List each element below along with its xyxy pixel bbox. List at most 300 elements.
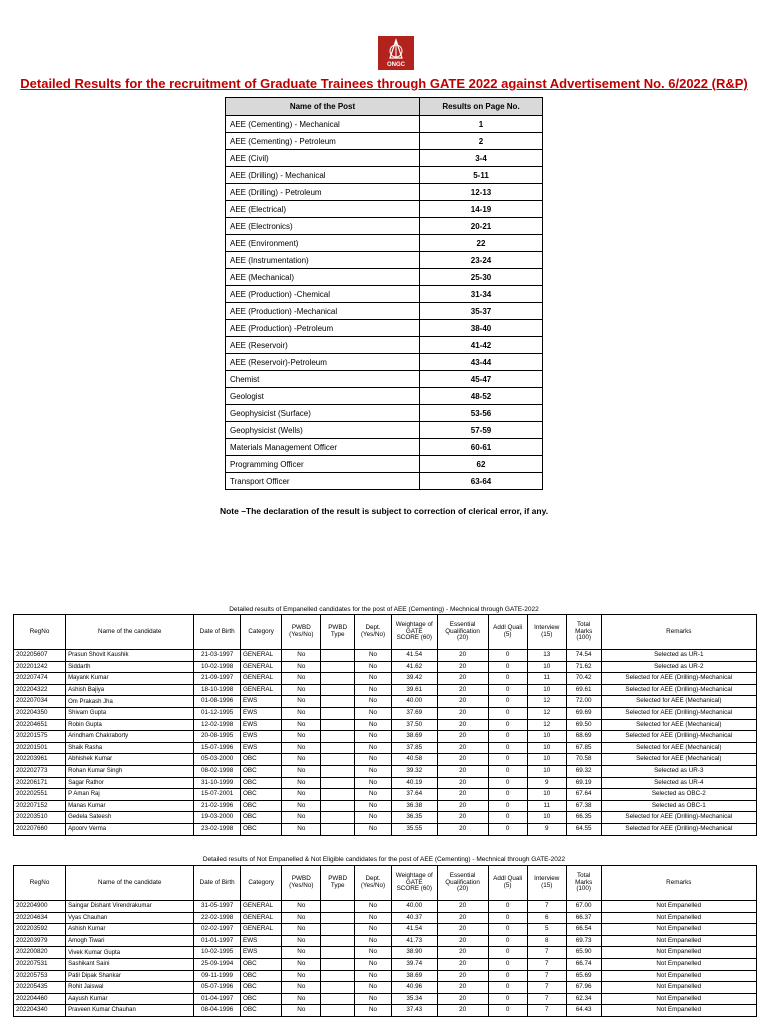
cell-regno: 202201575 <box>14 731 66 743</box>
cell-dept: No <box>355 765 392 777</box>
cell-essential-qual: 20 <box>437 661 488 673</box>
cell-pwbd-type <box>321 958 355 970</box>
cell-pwbd: No <box>282 982 321 994</box>
cell-gate-weightage: 41.73 <box>391 935 437 947</box>
cell-dept: No <box>355 993 392 1005</box>
cell-dob: 19-03-2000 <box>194 812 241 824</box>
cell-total-marks: 66.37 <box>566 912 601 924</box>
cell-addl-qual: 0 <box>488 696 527 708</box>
post-row <box>226 252 543 269</box>
cell-pwbd: No <box>282 800 321 812</box>
cell-regno: 202202551 <box>14 789 66 801</box>
cell-essential-qual: 20 <box>437 935 488 947</box>
cell-gate-weightage: 35.34 <box>391 993 437 1005</box>
col-header-candidate-name: Name of the candidate <box>66 866 194 901</box>
cell-interview: 7 <box>527 947 566 959</box>
cell-regno: 202207531 <box>14 958 66 970</box>
cell-pwbd: No <box>282 1005 321 1017</box>
cell-dob: 10-02-1995 <box>194 947 241 959</box>
table-row <box>14 912 757 924</box>
post-name: AEE (Electronics) <box>226 218 420 235</box>
cell-pwbd: No <box>282 935 321 947</box>
post-name: AEE (Drilling) - Petroleum <box>226 184 420 201</box>
post-name: AEE (Cementing) - Petroleum <box>226 133 420 150</box>
cell-gate-weightage: 40.37 <box>391 912 437 924</box>
cell-gate-weightage: 40.19 <box>391 777 437 789</box>
cell-pwbd: No <box>282 742 321 754</box>
cell-total-marks: 69.19 <box>566 777 601 789</box>
cell-pwbd-type <box>321 982 355 994</box>
cell-addl-qual: 0 <box>488 673 527 685</box>
cell-remarks: Selected for AEE (Drilling)-Mechanical <box>601 731 756 743</box>
cell-dob: 20-08-1995 <box>194 731 241 743</box>
cell-dob: 21-03-1997 <box>194 650 241 662</box>
cell-candidate-name: Prasun Shovit Kaushik <box>66 650 194 662</box>
cell-interview: 7 <box>527 993 566 1005</box>
post-name: Materials Management Officer <box>226 439 420 456</box>
cell-category: OBC <box>241 754 282 766</box>
cell-essential-qual: 20 <box>437 765 488 777</box>
table-row <box>14 731 757 743</box>
cell-regno: 202201242 <box>14 661 66 673</box>
cell-dob: 08-04-1996 <box>194 1005 241 1017</box>
cell-gate-weightage: 36.38 <box>391 800 437 812</box>
cell-interview: 10 <box>527 731 566 743</box>
cell-dept: No <box>355 958 392 970</box>
cell-dob: 15-07-2001 <box>194 789 241 801</box>
page-title: Detailed Results for the recruitment of Graduate Trainees through GATE 2022 against Advertisement No. 6/2022 (R&P) <box>20 76 748 91</box>
cell-pwbd: No <box>282 719 321 731</box>
cell-pwbd: No <box>282 924 321 936</box>
table-row <box>14 800 757 812</box>
cell-dept: No <box>355 947 392 959</box>
post-page: 62 <box>420 456 543 473</box>
post-name: AEE (Electrical) <box>226 201 420 218</box>
cell-total-marks: 68.69 <box>566 731 601 743</box>
cell-essential-qual: 20 <box>437 1005 488 1017</box>
cell-pwbd-type <box>321 993 355 1005</box>
cell-interview: 10 <box>527 661 566 673</box>
cell-remarks: Selected as UR-2 <box>601 661 756 673</box>
cell-remarks: Not Empanelled <box>601 1005 756 1017</box>
cell-pwbd: No <box>282 696 321 708</box>
not-empanelled-table <box>13 865 757 1017</box>
cell-remarks: Not Empanelled <box>601 935 756 947</box>
cell-pwbd: No <box>282 947 321 959</box>
cell-total-marks: 62.34 <box>566 993 601 1005</box>
cell-remarks: Selected as UR-3 <box>601 765 756 777</box>
cell-dob: 23-02-1998 <box>194 823 241 835</box>
cell-gate-weightage: 39.42 <box>391 673 437 685</box>
empanelled-caption: Detailed results of Empanelled candidates for the post of AEE (Cementing) - Mechnical through GATE-2022 <box>229 606 539 613</box>
cell-addl-qual: 0 <box>488 982 527 994</box>
cell-gate-weightage: 37.69 <box>391 707 437 719</box>
cell-remarks: Selected for AEE (Mechanical) <box>601 696 756 708</box>
cell-dept: No <box>355 924 392 936</box>
cell-candidate-name: Ashish Kumar <box>66 924 194 936</box>
cell-addl-qual: 0 <box>488 789 527 801</box>
cell-addl-qual: 0 <box>488 777 527 789</box>
cell-addl-qual: 0 <box>488 754 527 766</box>
cell-pwbd-type <box>321 742 355 754</box>
col-header-category: Category <box>241 615 282 650</box>
cell-remarks: Not Empanelled <box>601 901 756 913</box>
cell-category: EWS <box>241 742 282 754</box>
cell-total-marks: 64.43 <box>566 1005 601 1017</box>
cell-essential-qual: 20 <box>437 754 488 766</box>
cell-interview: 7 <box>527 958 566 970</box>
col-header-pwbd-type: PWBD Type <box>321 866 355 901</box>
cell-candidate-name: Robin Gupta <box>66 719 194 731</box>
post-page: 31-34 <box>420 286 543 303</box>
cell-addl-qual: 0 <box>488 812 527 824</box>
col-header-addl-qual: Addl Quali (5) <box>488 866 527 901</box>
cell-regno: 202207034 <box>14 696 66 708</box>
cell-essential-qual: 20 <box>437 800 488 812</box>
cell-essential-qual: 20 <box>437 823 488 835</box>
post-row <box>226 286 543 303</box>
cell-remarks: Selected as UR-4 <box>601 777 756 789</box>
post-page: 2 <box>420 133 543 150</box>
post-page: 1 <box>420 116 543 133</box>
post-row <box>226 303 543 320</box>
post-page: 57-59 <box>420 422 543 439</box>
cell-interview: 12 <box>527 696 566 708</box>
cell-regno: 202203510 <box>14 812 66 824</box>
cell-pwbd-type <box>321 696 355 708</box>
cell-pwbd: No <box>282 731 321 743</box>
col-header-pwbd-type: PWBD Type <box>321 615 355 650</box>
table-row <box>14 754 757 766</box>
cell-remarks: Selected for AEE (Drilling)-Mechanical <box>601 823 756 835</box>
post-name: Geophysicist (Wells) <box>226 422 420 439</box>
cell-interview: 10 <box>527 812 566 824</box>
cell-candidate-name: Rohan Kumar Singh <box>66 765 194 777</box>
table-row <box>14 1005 757 1017</box>
cell-pwbd-type <box>321 661 355 673</box>
cell-dept: No <box>355 707 392 719</box>
cell-gate-weightage: 41.54 <box>391 924 437 936</box>
cell-total-marks: 67.64 <box>566 789 601 801</box>
cell-candidate-name: Ashish Bajiya <box>66 684 194 696</box>
post-page: 43-44 <box>420 354 543 371</box>
post-page: 20-21 <box>420 218 543 235</box>
cell-dept: No <box>355 982 392 994</box>
table-row <box>14 765 757 777</box>
cell-pwbd-type <box>321 731 355 743</box>
cell-dob: 01-04-1997 <box>194 993 241 1005</box>
post-page: 22 <box>420 235 543 252</box>
cell-candidate-name: Gedela Sateesh <box>66 812 194 824</box>
cell-remarks: Selected for AEE (Drilling)-Mechanical <box>601 812 756 824</box>
post-page: 38-40 <box>420 320 543 337</box>
cell-dob: 05-07-1996 <box>194 982 241 994</box>
cell-interview: 7 <box>527 901 566 913</box>
post-name: Programming Officer <box>226 456 420 473</box>
cell-pwbd: No <box>282 684 321 696</box>
cell-addl-qual: 0 <box>488 1005 527 1017</box>
cell-total-marks: 71.62 <box>566 661 601 673</box>
cell-category: GENERAL <box>241 673 282 685</box>
cell-dob: 25-09-1994 <box>194 958 241 970</box>
cell-pwbd-type <box>321 901 355 913</box>
cell-candidate-name: Rohit Jaiswal <box>66 982 194 994</box>
cell-pwbd: No <box>282 901 321 913</box>
post-name: AEE (Production) -Chemical <box>226 286 420 303</box>
cell-category: EWS <box>241 696 282 708</box>
cell-total-marks: 69.73 <box>566 935 601 947</box>
post-name: Transport Officer <box>226 473 420 490</box>
cell-interview: 5 <box>527 924 566 936</box>
cell-category: OBC <box>241 823 282 835</box>
cell-remarks: Selected for AEE (Drilling)-Mechanical <box>601 684 756 696</box>
post-row <box>226 371 543 388</box>
cell-remarks: Selected for AEE (Drilling)-Mechanical <box>601 707 756 719</box>
cell-regno: 202203979 <box>14 935 66 947</box>
post-name: AEE (Drilling) - Mechanical <box>226 167 420 184</box>
post-name: AEE (Production) -Petroleum <box>226 320 420 337</box>
cell-addl-qual: 0 <box>488 800 527 812</box>
table-row <box>14 901 757 913</box>
cell-regno: 202203961 <box>14 754 66 766</box>
cell-essential-qual: 20 <box>437 901 488 913</box>
cell-pwbd-type <box>321 777 355 789</box>
cell-total-marks: 70.58 <box>566 754 601 766</box>
cell-dob: 01-01-1997 <box>194 935 241 947</box>
cell-dob: 10-02-1998 <box>194 661 241 673</box>
table-row <box>14 823 757 835</box>
post-row <box>226 150 543 167</box>
cell-remarks: Not Empanelled <box>601 982 756 994</box>
cell-pwbd: No <box>282 789 321 801</box>
cell-pwbd-type <box>321 650 355 662</box>
cell-essential-qual: 20 <box>437 707 488 719</box>
cell-category: OBC <box>241 982 282 994</box>
col-header-category: Category <box>241 866 282 901</box>
cell-category: GENERAL <box>241 661 282 673</box>
cell-regno: 202207152 <box>14 800 66 812</box>
cell-remarks: Selected as OBC-1 <box>601 800 756 812</box>
cell-dept: No <box>355 1005 392 1017</box>
cell-dob: 02-02-1997 <box>194 924 241 936</box>
post-row <box>226 337 543 354</box>
cell-regno: 202204900 <box>14 901 66 913</box>
col-header-post: Name of the Post <box>226 98 420 116</box>
cell-gate-weightage: 41.54 <box>391 650 437 662</box>
cell-dob: 08-02-1998 <box>194 765 241 777</box>
cell-regno: 202202773 <box>14 765 66 777</box>
cell-gate-weightage: 35.55 <box>391 823 437 835</box>
cell-addl-qual: 0 <box>488 731 527 743</box>
cell-total-marks: 70.42 <box>566 673 601 685</box>
cell-gate-weightage: 38.90 <box>391 947 437 959</box>
post-row <box>226 354 543 371</box>
cell-interview: 10 <box>527 684 566 696</box>
cell-pwbd: No <box>282 912 321 924</box>
cell-dept: No <box>355 812 392 824</box>
cell-remarks: Selected for AEE (Mechanical) <box>601 754 756 766</box>
cell-total-marks: 67.96 <box>566 982 601 994</box>
clerical-note: Note –The declaration of the result is subject to correction of clerical error, if any. <box>219 506 549 516</box>
table-row <box>14 650 757 662</box>
cell-pwbd-type <box>321 947 355 959</box>
cell-interview: 7 <box>527 982 566 994</box>
post-name: AEE (Instrumentation) <box>226 252 420 269</box>
cell-dept: No <box>355 719 392 731</box>
table-row <box>14 993 757 1005</box>
cell-category: OBC <box>241 812 282 824</box>
cell-candidate-name: Shivam Gupta <box>66 707 194 719</box>
cell-dept: No <box>355 742 392 754</box>
cell-dept: No <box>355 789 392 801</box>
cell-essential-qual: 20 <box>437 673 488 685</box>
cell-pwbd-type <box>321 719 355 731</box>
posts-index-table <box>225 97 543 490</box>
cell-candidate-name: Saingar Dishant Virendrakumar <box>66 901 194 913</box>
cell-essential-qual: 20 <box>437 947 488 959</box>
cell-total-marks: 72.00 <box>566 696 601 708</box>
cell-dept: No <box>355 800 392 812</box>
post-row <box>226 405 543 422</box>
post-page: 5-11 <box>420 167 543 184</box>
cell-category: GENERAL <box>241 684 282 696</box>
cell-pwbd: No <box>282 993 321 1005</box>
cell-category: GENERAL <box>241 901 282 913</box>
cell-addl-qual: 0 <box>488 707 527 719</box>
cell-gate-weightage: 37.64 <box>391 789 437 801</box>
cell-dob: 22-02-1998 <box>194 912 241 924</box>
cell-dob: 21-09-1997 <box>194 673 241 685</box>
col-header-essential-qual: Essential Qualification (20) <box>437 866 488 901</box>
cell-pwbd-type <box>321 789 355 801</box>
cell-gate-weightage: 40.58 <box>391 754 437 766</box>
col-header-pwbd: PWBD (Yes/No) <box>282 866 321 901</box>
cell-essential-qual: 20 <box>437 777 488 789</box>
cell-interview: 7 <box>527 970 566 982</box>
cell-dept: No <box>355 696 392 708</box>
col-header-candidate-name: Name of the candidate <box>66 615 194 650</box>
cell-candidate-name: Sashikant Saini <box>66 958 194 970</box>
cell-addl-qual: 0 <box>488 661 527 673</box>
col-header-remarks: Remarks <box>601 615 756 650</box>
cell-dept: No <box>355 754 392 766</box>
cell-essential-qual: 20 <box>437 789 488 801</box>
col-header-essential-qual: Essential Qualification (20) <box>437 615 488 650</box>
cell-dob: 01-08-1996 <box>194 696 241 708</box>
cell-essential-qual: 20 <box>437 696 488 708</box>
cell-essential-qual: 20 <box>437 924 488 936</box>
cell-candidate-name: Aayush Kumar <box>66 993 194 1005</box>
cell-regno: 202204322 <box>14 684 66 696</box>
cell-addl-qual: 0 <box>488 823 527 835</box>
cell-dept: No <box>355 901 392 913</box>
cell-dob: 31-10-1999 <box>194 777 241 789</box>
cell-essential-qual: 20 <box>437 958 488 970</box>
cell-gate-weightage: 39.32 <box>391 765 437 777</box>
cell-total-marks: 65.90 <box>566 947 601 959</box>
cell-pwbd: No <box>282 707 321 719</box>
cell-remarks: Selected as OBC-2 <box>601 789 756 801</box>
col-header-interview: Interview (15) <box>527 866 566 901</box>
cell-gate-weightage: 37.50 <box>391 719 437 731</box>
cell-essential-qual: 20 <box>437 719 488 731</box>
cell-addl-qual: 0 <box>488 765 527 777</box>
cell-gate-weightage: 36.35 <box>391 812 437 824</box>
cell-candidate-name: Om Prakash Jha <box>66 696 194 708</box>
cell-interview: 8 <box>527 935 566 947</box>
post-name: Chemist <box>226 371 420 388</box>
table-row <box>14 777 757 789</box>
cell-pwbd: No <box>282 812 321 824</box>
post-row <box>226 235 543 252</box>
cell-remarks: Selected for AEE (Mechanical) <box>601 719 756 731</box>
col-header-regno: RegNo <box>14 615 66 650</box>
cell-essential-qual: 20 <box>437 731 488 743</box>
cell-regno: 202206171 <box>14 777 66 789</box>
post-name: AEE (Production) -Mechanical <box>226 303 420 320</box>
cell-total-marks: 66.35 <box>566 812 601 824</box>
cell-category: OBC <box>241 958 282 970</box>
cell-total-marks: 67.00 <box>566 901 601 913</box>
col-header-page: Results on Page No. <box>420 98 543 116</box>
cell-category: EWS <box>241 707 282 719</box>
cell-regno: 202205435 <box>14 982 66 994</box>
table-row <box>14 982 757 994</box>
table-row <box>14 707 757 719</box>
cell-interview: 10 <box>527 742 566 754</box>
post-page: 12-13 <box>420 184 543 201</box>
cell-total-marks: 65.69 <box>566 970 601 982</box>
cell-essential-qual: 20 <box>437 982 488 994</box>
cell-pwbd-type <box>321 673 355 685</box>
cell-candidate-name: Vyas Chauhan <box>66 912 194 924</box>
cell-interview: 10 <box>527 765 566 777</box>
cell-regno: 202204350 <box>14 707 66 719</box>
cell-gate-weightage: 39.74 <box>391 958 437 970</box>
cell-pwbd-type <box>321 707 355 719</box>
post-name: AEE (Cementing) - Mechanical <box>226 116 420 133</box>
cell-interview: 10 <box>527 754 566 766</box>
post-row <box>226 320 543 337</box>
cell-category: OBC <box>241 765 282 777</box>
post-page: 14-19 <box>420 201 543 218</box>
cell-addl-qual: 0 <box>488 924 527 936</box>
cell-dob: 09-11-1999 <box>194 970 241 982</box>
cell-candidate-name: Amogh Tiwari <box>66 935 194 947</box>
cell-remarks: Not Empanelled <box>601 912 756 924</box>
cell-gate-weightage: 37.85 <box>391 742 437 754</box>
cell-category: OBC <box>241 800 282 812</box>
cell-total-marks: 66.74 <box>566 958 601 970</box>
cell-addl-qual: 0 <box>488 970 527 982</box>
cell-candidate-name: Abhishek Kumar <box>66 754 194 766</box>
col-header-interview: Interview (15) <box>527 615 566 650</box>
cell-gate-weightage: 41.62 <box>391 661 437 673</box>
cell-remarks: Not Empanelled <box>601 958 756 970</box>
cell-dob: 21-02-1996 <box>194 800 241 812</box>
table-row <box>14 935 757 947</box>
col-header-dept: Dept. (Yes/No) <box>355 866 392 901</box>
col-header-total-marks: Total Marks (100) <box>566 615 601 650</box>
table-row <box>14 970 757 982</box>
post-page: 23-24 <box>420 252 543 269</box>
table-row <box>14 684 757 696</box>
cell-gate-weightage: 39.61 <box>391 684 437 696</box>
cell-essential-qual: 20 <box>437 812 488 824</box>
post-name: AEE (Reservoir) <box>226 337 420 354</box>
cell-pwbd-type <box>321 924 355 936</box>
cell-gate-weightage: 37.43 <box>391 1005 437 1017</box>
